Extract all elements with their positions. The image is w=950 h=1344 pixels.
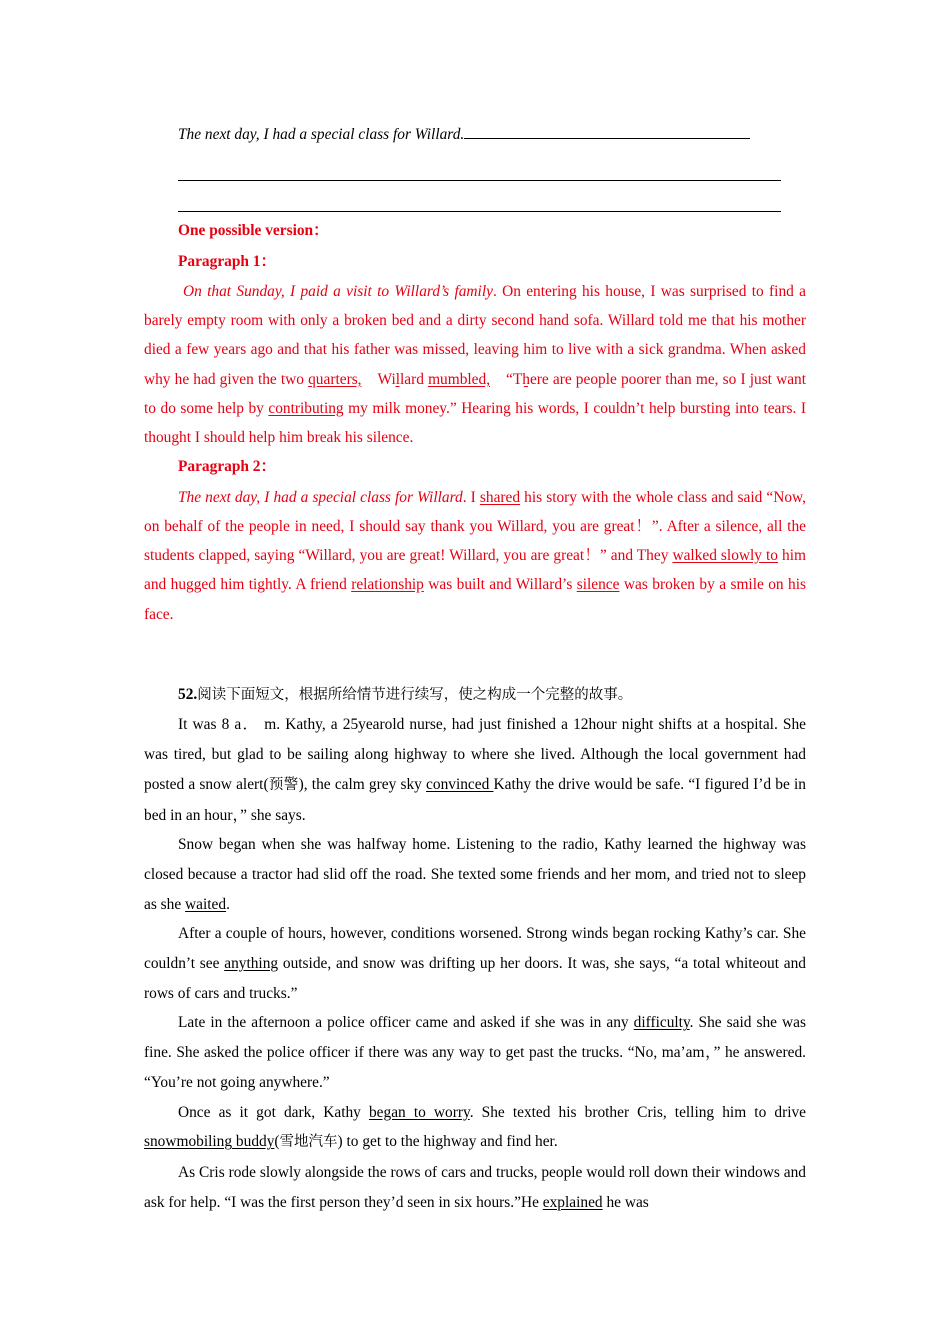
underlined-word: snowmobiling buddy — [144, 1133, 275, 1151]
underlined-word: silence — [576, 576, 620, 594]
story-paragraph-1: It was 8 a． m. Kathy, a 25yearold nurse, had just finished a 12hour night shifts at a hospital. She was tired, but glad to be sailing along highway to where she lived. Although the local government had posted a snow alert(预警), the calm grey sky convinced Kathy the drive would be safe. “I figured I’d be in bed in an hour，” she says. — [144, 716, 806, 824]
question-number: 52. — [178, 685, 198, 703]
document-content — [144, 120, 806, 1217]
story-paragraph-4: Late in the afternoon a police officer came and asked if she was in any difficulty. She said she was fine. She asked the police officer if there was any way to get past the trucks. “No, ma’am，” he answered. “You’re not going anywhere.” — [144, 1014, 806, 1091]
paragraph-1-label: Paragraph 1： — [178, 252, 276, 270]
prompt-text: The next day, I had a special class for Willard. — [178, 126, 465, 143]
paragraph-2-opening: The next day, I had a special class for Willard — [178, 488, 463, 506]
prompt-line — [144, 120, 806, 150]
story-paragraph-3: After a couple of hours, however, conditions worsened. Strong winds began rocking Kathy’s car. She couldn’t see anything outside, and snow was drifting up her doors. It was, she says, “a total whiteout and rows of cars and trucks.” — [144, 925, 806, 1002]
underlined-word: mumbled, — [428, 370, 491, 388]
underlined-word: waited — [185, 895, 227, 913]
underlined-word: quarters, — [308, 370, 362, 388]
question-52-heading — [144, 680, 806, 711]
answer-paragraph-2: The next day, I had a special class for Willard. I shared his story with the whole class and said “Now, on behalf of the people in need, I should say thank you Willard, you are great！”. After a silence, all the students clapped, saying “Willard, you are great! Willard, you are great！” and They walked slowly to him and hugged him tightly. A friend relationship was built and Willard’s silence was broken by a smile on his face. — [144, 488, 807, 623]
answer-paragraph-1: On that Sunday, I paid a visit to Willard’s family. On entering his house, I was surprised to find a barely empty room with only a broken bed and a dirty second hand sofa. Willard told me that his mother died a few years ago and that his father was missed, leaving him to live with a sick grandma. When asked why he had given the two quarters, Willard mumbled, “There are people poorer than me, so I just want to do some help by contributing my milk money.” Hearing his words, I couldn’t help bursting into tears. I thought I should help him break his silence. — [144, 283, 807, 447]
question-instruction: 阅读下面短文，根据所给情节进行续写，使之构成一个完整的故事。 — [197, 686, 633, 703]
answer-blank-line — [178, 150, 781, 181]
paragraph-2-label: Paragraph 2： — [178, 458, 276, 476]
paragraph-1-opening: On that Sunday, I paid a visit to Willard’s family — [183, 283, 493, 300]
underlined-word: began to worry — [368, 1103, 470, 1121]
answer-heading: One possible version： — [178, 222, 329, 239]
underlined-word: contributing — [268, 399, 344, 417]
underlined-word: anything — [224, 955, 279, 973]
underlined-word: explained — [542, 1193, 603, 1211]
underlined-word: difficulty — [633, 1014, 690, 1032]
answer-blank-line — [178, 181, 781, 212]
underlined-word: relationship — [351, 576, 424, 594]
underlined-word: walked slowly to — [672, 547, 778, 565]
story-paragraph-6: As Cris rode slowly alongside the rows of cars and trucks, people would roll down their windows and ask for help. “I was the first person they’d seen in six hours.”He explained he was — [144, 1163, 806, 1211]
underlined-word: shared — [479, 488, 521, 506]
story-paragraph-2: Snow began when she was halfway home. Listening to the radio, Kathy learned the highway was closed because a tractor had slid off the road. She texted some friends and her mom, and tried not to sleep as she waited. — [144, 836, 806, 913]
answer-blank — [464, 123, 750, 139]
underlined-word: convinced — [426, 775, 494, 793]
story-paragraph-5: Once as it got dark, Kathy began to worry. She texted his brother Cris, telling him to drive snowmobiling buddy(雪地汽车) to get to the highway and find her. — [144, 1103, 806, 1151]
